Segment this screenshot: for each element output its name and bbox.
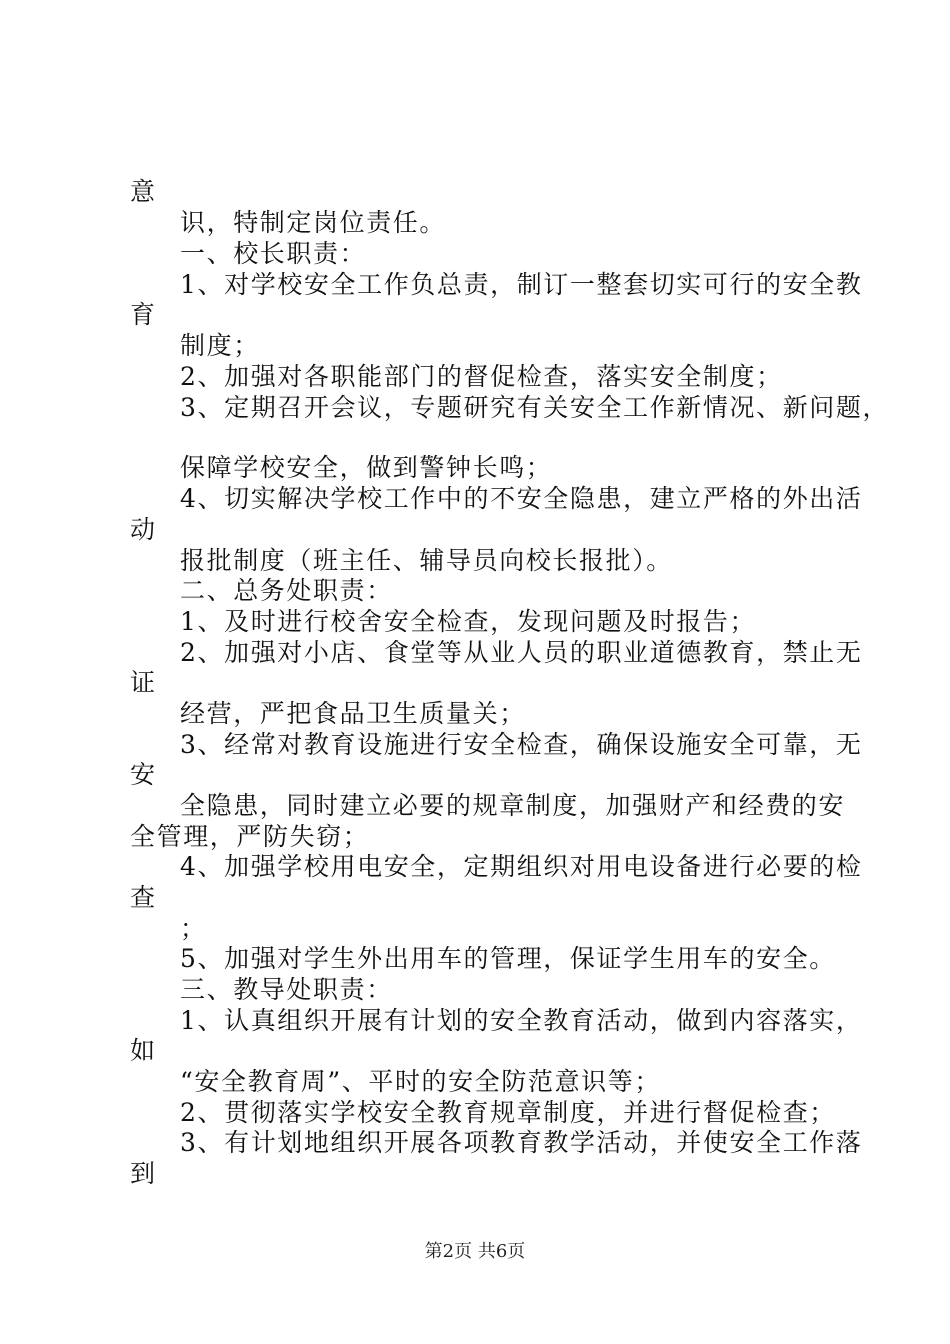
text-line: 全隐患，同时建立必要的规章制度，加强财产和经费的安 <box>180 791 846 820</box>
text-line: 1、及时进行校舍安全检查，发现问题及时报告； <box>180 607 757 636</box>
text-line: 1、对学校安全工作负总责，制订一整套切实可行的安全教 <box>180 270 863 299</box>
text-line: 识，特制定岗位责任。 <box>180 208 447 237</box>
text-line: 到 <box>130 1159 157 1188</box>
text-line: 2、加强对各职能部门的督促检查，落实安全制度； <box>180 362 783 391</box>
text-line: 经营，严把食品卫生质量关； <box>180 699 526 728</box>
text-line: 安 <box>130 760 157 789</box>
text-line: 查 <box>130 883 157 912</box>
text-line: 4、切实解决学校工作中的不安全隐患，建立严格的外出活 <box>180 484 863 513</box>
text-line: 制度； <box>180 331 260 360</box>
section-heading: 一、校长职责： <box>180 239 367 268</box>
text-line: 3、有计划地组织开展各项教育教学活动，并使安全工作落 <box>180 1128 863 1157</box>
text-line: ； <box>180 914 207 943</box>
text-line: 2、贯彻落实学校安全教育规章制度，并进行督促检查； <box>180 1098 836 1127</box>
section-heading: 三、教导处职责： <box>180 975 393 1004</box>
text-line: 如 <box>130 1036 157 1065</box>
text-line: 报批制度（班主任、辅导员向校长报批）。 <box>180 546 673 575</box>
text-line: 4、加强学校用电安全，定期组织对用电设备进行必要的检 <box>180 852 863 881</box>
text-line: 3、经常对教育设施进行安全检查，确保设施安全可靠，无 <box>180 730 863 759</box>
text-line: 3、定期召开会议，专题研究有关安全工作新情况、新问题， <box>180 393 890 422</box>
text-line: 意 <box>130 177 157 206</box>
text-line: 保障学校安全，做到警钟长鸣； <box>180 453 553 482</box>
text-line: 动 <box>130 515 157 544</box>
text-line: “安全教育周”、平时的安全防范意识等； <box>180 1067 661 1096</box>
text-line: 全管理，严防失窃； <box>130 822 370 851</box>
text-line: 证 <box>130 668 157 697</box>
text-line: 育 <box>130 300 157 329</box>
text-line: 1、认真组织开展有计划的安全教育活动，做到内容落实， <box>180 1006 863 1035</box>
section-heading: 二、总务处职责： <box>180 576 393 605</box>
page-footer: 第2页 共6页 <box>424 1241 526 1262</box>
text-line: 5、加强对学生外出用车的管理，保证学生用车的安全。 <box>180 944 836 973</box>
text-line: 2、加强对小店、食堂等从业人员的职业道德教育，禁止无 <box>180 638 863 667</box>
